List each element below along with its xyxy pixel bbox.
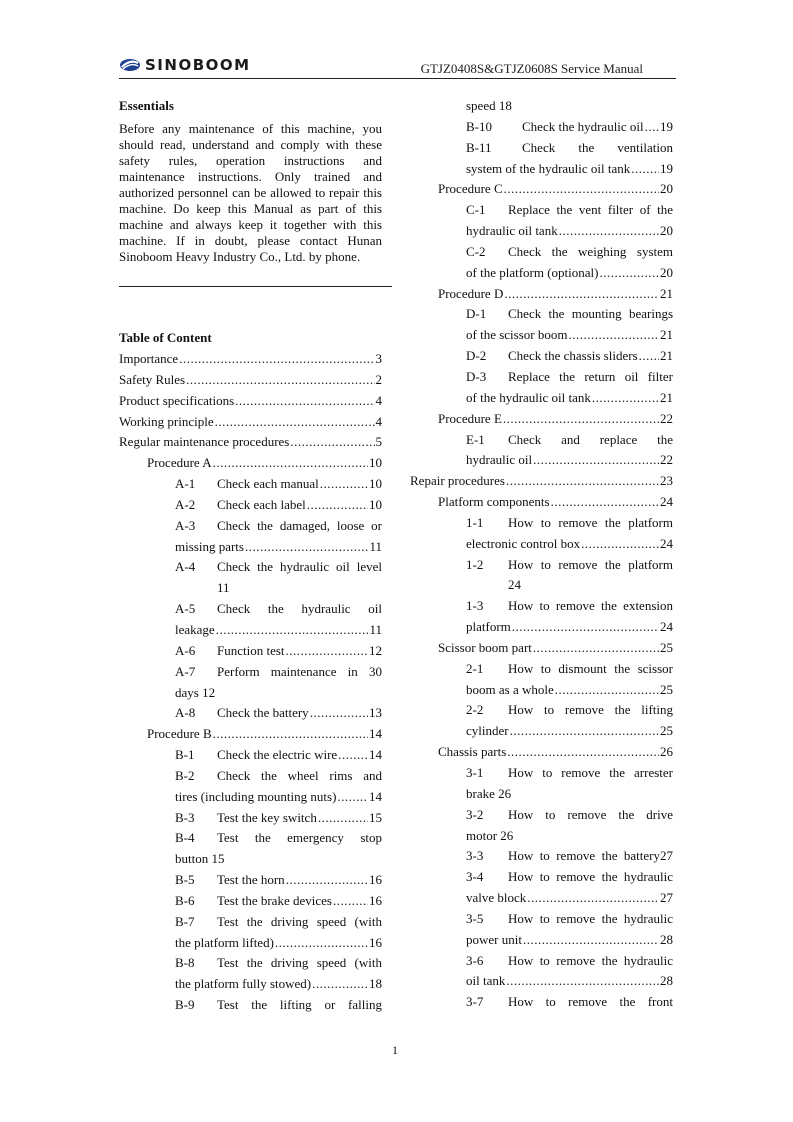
toc-entry-label: brake 26 xyxy=(466,785,512,801)
toc-entry-code: C-2 xyxy=(466,243,486,259)
toc-entry-page: 3 xyxy=(375,351,382,366)
toc-entry-code: A-1 xyxy=(175,476,196,492)
toc-entry-page: 25 xyxy=(660,723,673,739)
toc-entry-page: 2 xyxy=(375,371,382,387)
toc-entry-page: 11 xyxy=(369,621,382,637)
toc-entry-page: 16 xyxy=(369,872,382,888)
toc-entry-label: electronic control box xyxy=(466,535,581,551)
toc-entry xyxy=(410,534,673,555)
toc-entry xyxy=(119,412,382,433)
toc-leader-dots xyxy=(186,370,374,391)
toc-entry xyxy=(119,933,382,954)
toc-entry-label: Function test xyxy=(217,642,285,658)
toc-entry-label: Check the chassis sliders xyxy=(508,348,638,364)
toc-entry-label: Test the brake devices xyxy=(217,892,332,908)
toc-entry xyxy=(410,742,673,763)
toc-leader-dots xyxy=(559,221,659,242)
essentials-heading: Essentials xyxy=(119,98,174,113)
toc-entry xyxy=(410,784,673,805)
page-number: 1 xyxy=(392,1043,398,1057)
toc-entry xyxy=(410,263,673,284)
toc-entry-page: 25 xyxy=(660,681,673,697)
toc-entry-label: the platform lifted) xyxy=(175,934,274,950)
toc-entry-code: B-9 xyxy=(175,997,195,1013)
toc-entry-page: 21 xyxy=(660,348,673,364)
toc-entry-page: 18 xyxy=(369,976,382,992)
toc-entry xyxy=(410,471,673,492)
toc-entry-label: Check the hydraulic oil level xyxy=(217,559,382,575)
toc-leader-dots xyxy=(235,391,374,412)
toc-entry-code: C-1 xyxy=(466,202,486,218)
toc-entry xyxy=(119,495,382,516)
toc-entry-label: Check the hydraulic oil xyxy=(522,118,644,134)
toc-entry xyxy=(410,388,673,409)
toc-entry xyxy=(410,930,673,951)
toc-entry xyxy=(119,370,382,391)
toc-entry-page: 10 xyxy=(369,476,382,492)
toc-entry-page: 20 xyxy=(660,264,673,280)
toc-entry-label: Test the driving speed (with xyxy=(217,913,382,929)
toc-entry-label: How to remove the battery27 xyxy=(508,848,673,864)
toc-entry-label: Replace the return oil filter xyxy=(508,368,673,384)
toc-entry-label: missing parts xyxy=(175,538,244,554)
toc-entry-label: Test the lifting or falling xyxy=(217,997,382,1013)
toc-entry-label: Procedure E xyxy=(438,410,502,426)
toc-entry-label: Test the driving speed (with xyxy=(217,955,382,971)
toc-leader-dots xyxy=(523,930,659,951)
toc-entry-code: 1-3 xyxy=(466,598,484,614)
toc-entry-label: Perform maintenance in 30 xyxy=(217,663,382,679)
toc-entry-code: 3-3 xyxy=(466,848,484,864)
toc-entry-page: 10 xyxy=(369,455,382,471)
toc-entry-label: of the hydraulic oil tank xyxy=(466,389,591,405)
toc-entry-code: B-8 xyxy=(175,955,195,971)
toc-entry-label: Check the wheel rims and xyxy=(217,767,382,783)
toc-entry-label: How to remove the arrester xyxy=(508,765,673,780)
toc-entry xyxy=(410,867,673,888)
toc-entry xyxy=(119,891,382,912)
toc-leader-dots xyxy=(506,971,659,992)
toc-entry-code: 3-5 xyxy=(466,910,484,926)
toc-leader-dots xyxy=(504,284,659,305)
toc-entry-page: 16 xyxy=(369,892,382,908)
toc-entry xyxy=(119,683,382,704)
toc-entry-label: button 15 xyxy=(175,851,225,867)
toc-entry xyxy=(119,912,382,933)
toc-leader-dots xyxy=(312,974,368,995)
toc-entry-page: 14 xyxy=(369,747,382,763)
toc-leader-dots xyxy=(318,808,368,829)
toc-entry-label: Check the electric wire xyxy=(217,747,338,763)
toc-entry xyxy=(410,492,673,513)
toc-leader-dots xyxy=(213,724,368,745)
toc-entry-page: 28 xyxy=(660,973,673,989)
toc-entry-code: 2-2 xyxy=(466,702,484,718)
toc-heading: Table of Content xyxy=(119,330,212,345)
toc-entry-label: hydraulic oil tank xyxy=(466,223,558,239)
toc-entry-page: 4 xyxy=(375,413,382,429)
toc-entry xyxy=(410,721,673,742)
toc-entry-label: Regular maintenance procedures xyxy=(119,434,290,450)
toc-entry-code: 3-7 xyxy=(466,994,484,1010)
toc-entry xyxy=(410,284,673,305)
toc-entry-page: 24 xyxy=(660,535,673,551)
toc-entry xyxy=(119,516,382,537)
toc-entry xyxy=(410,179,673,200)
toc-entry xyxy=(410,159,673,180)
toc-entry xyxy=(119,662,382,683)
toc-right-column xyxy=(410,96,673,1013)
company-logo xyxy=(119,56,251,74)
toc-entry-code: B-6 xyxy=(175,892,195,908)
toc-leader-dots xyxy=(286,641,368,662)
toc-entry-label: Importance xyxy=(119,351,179,366)
toc-entry-label: boom as a whole xyxy=(466,681,554,697)
toc-entry-page: 23 xyxy=(660,473,673,489)
toc-entry xyxy=(119,974,382,995)
toc-entry xyxy=(119,578,382,599)
toc-entry-code: A-5 xyxy=(175,601,196,617)
toc-entry xyxy=(119,995,382,1016)
toc-entry-page: 28 xyxy=(660,931,673,947)
toc-entry-label: Procedure D xyxy=(438,285,504,301)
toc-entry xyxy=(410,617,673,638)
page-header xyxy=(119,54,676,79)
toc-entry xyxy=(410,430,673,451)
toc-entry-label: Chassis parts xyxy=(438,744,507,760)
toc-entry xyxy=(410,346,673,367)
toc-entry-label: Replace the vent filter of the xyxy=(508,202,673,218)
logo-text: SINOBOOM xyxy=(145,56,251,74)
toc-entry-label: of the platform (optional) xyxy=(466,264,599,280)
toc-entry-label: 11 xyxy=(217,580,230,596)
toc-entry-label: Working principle xyxy=(119,413,214,429)
toc-entry xyxy=(410,992,673,1013)
toc-entry-code: 3-6 xyxy=(466,952,484,968)
toc-entry-label: Repair procedures xyxy=(410,473,505,489)
toc-entry xyxy=(410,96,673,117)
toc-entry-code: 3-1 xyxy=(466,765,484,780)
toc-leader-dots xyxy=(533,450,659,471)
toc-entry xyxy=(410,680,673,701)
toc-leader-dots xyxy=(510,721,659,742)
toc-leader-dots xyxy=(216,620,369,641)
toc-entry-code: A-3 xyxy=(175,517,196,533)
toc-entry-label: Check each manual xyxy=(217,476,319,492)
toc-entry-code: A-7 xyxy=(175,663,196,679)
toc-entry xyxy=(410,805,673,826)
toc-entry-label: Safety Rules xyxy=(119,371,186,387)
toc-entry xyxy=(410,575,673,596)
toc-entry xyxy=(410,117,673,138)
toc-entry-code: E-1 xyxy=(466,431,485,447)
toc-leader-dots xyxy=(337,787,368,808)
toc-entry xyxy=(119,557,382,578)
toc-leader-dots xyxy=(320,474,368,495)
toc-entry-label: How to remove the front xyxy=(508,994,673,1010)
toc-entry-page: 15 xyxy=(369,809,382,825)
toc-leader-dots xyxy=(506,471,659,492)
toc-entry xyxy=(410,846,673,867)
toc-entry-page: 20 xyxy=(660,223,673,239)
toc-entry xyxy=(119,787,382,808)
toc-entry xyxy=(410,221,673,242)
toc-entry-label: platform xyxy=(466,619,511,635)
toc-leader-dots xyxy=(215,412,375,433)
toc-entry-code: B-4 xyxy=(175,830,195,846)
toc-entry xyxy=(119,349,382,370)
toc-entry xyxy=(119,391,382,412)
toc-entry-page: 12 xyxy=(369,642,382,658)
toc-leader-dots xyxy=(555,680,659,701)
toc-entry xyxy=(119,953,382,974)
toc-entry-label: Test the horn xyxy=(217,872,285,888)
toc-leader-dots xyxy=(290,432,374,453)
toc-entry-label: How to remove the hydraulic xyxy=(508,910,673,926)
toc-entry-page: 27 xyxy=(660,890,673,906)
toc-entry-code: B-1 xyxy=(175,747,195,763)
toc-entry-page: 14 xyxy=(369,788,382,804)
toc-entry-label: the platform fully stowed) xyxy=(175,976,312,992)
toc-leader-dots xyxy=(533,638,659,659)
toc-entry xyxy=(410,200,673,221)
toc-entry-code: 2-1 xyxy=(466,660,484,676)
toc-entry xyxy=(119,537,382,558)
toc-entry-label: Procedure C xyxy=(438,181,503,197)
toc-entry-label: Check the weighing system xyxy=(508,243,673,259)
toc-leader-dots xyxy=(503,409,659,430)
toc-entry-code: B-11 xyxy=(466,139,492,155)
toc-entry-page: 4 xyxy=(375,392,382,408)
toc-entry xyxy=(410,304,673,325)
toc-entry-label: Check the damaged, loose or xyxy=(217,517,382,533)
toc-entry-code: B-3 xyxy=(175,809,195,825)
toc-entry-label: Check and replace the xyxy=(508,431,673,447)
toc-entry xyxy=(410,138,673,159)
toc-entry-code: B-5 xyxy=(175,872,195,888)
toc-leader-dots xyxy=(338,745,368,766)
toc-entry xyxy=(410,888,673,909)
toc-entry-code: A-2 xyxy=(175,496,196,512)
toc-entry-page: 16 xyxy=(369,934,382,950)
toc-entry-label: Procedure A xyxy=(147,455,212,471)
toc-entry-page: 21 xyxy=(660,285,673,301)
toc-entry-label: of the scissor boom xyxy=(466,327,568,343)
toc-leader-dots xyxy=(275,933,368,954)
toc-entry-page: 24 xyxy=(660,494,673,510)
toc-entry xyxy=(410,367,673,388)
toc-leader-dots xyxy=(527,888,659,909)
toc-entry-page: 25 xyxy=(660,639,673,655)
toc-entry-label: How to remove the platform xyxy=(508,556,673,572)
toc-entry xyxy=(119,745,382,766)
toc-entry-label: Test the emergency stop xyxy=(217,830,382,846)
toc-entry-label: speed 18 xyxy=(466,98,512,113)
toc-entry-label: Check the mounting bearings xyxy=(508,306,673,322)
toc-entry-code: D-1 xyxy=(466,306,487,322)
toc-entry xyxy=(410,659,673,680)
toc-leader-dots xyxy=(307,495,368,516)
toc-entry xyxy=(119,724,382,745)
toc-entry xyxy=(119,599,382,620)
toc-entry-code: 1-1 xyxy=(466,514,484,530)
toc-left-column xyxy=(119,349,382,1016)
toc-leader-dots xyxy=(213,453,368,474)
toc-leader-dots xyxy=(333,891,368,912)
toc-entry-page: 19 xyxy=(660,118,673,134)
toc-entry-page: 22 xyxy=(660,410,673,426)
toc-entry xyxy=(119,453,382,474)
toc-entry xyxy=(119,474,382,495)
toc-entry-label: How to remove the platform xyxy=(508,514,673,530)
toc-entry-label: Scissor boom part xyxy=(438,639,532,655)
toc-entry xyxy=(410,596,673,617)
toc-entry-page: 20 xyxy=(660,181,673,197)
toc-entry-label: system of the hydraulic oil tank xyxy=(466,160,631,176)
toc-entry-label: How to remove the lifting xyxy=(508,702,673,718)
sinoboom-logo-icon xyxy=(119,58,141,72)
toc-entry xyxy=(410,700,673,721)
essentials-paragraph: Before any maintenance of this machine, you should read, understand and comply with these safety rules, operation instructions and maintenance instructions. Only trained and authorized personnel can be allowed to repair this machine. Do keep this Manual as part of this machine and always keep it together with this machine. If in doubt, please contact Hunan Sinoboom Heavy Industry Co., Ltd. by phone. xyxy=(119,121,382,264)
toc-entry-label: cylinder xyxy=(466,723,509,739)
toc-leader-dots xyxy=(286,870,368,891)
toc-leader-dots xyxy=(568,325,659,346)
toc-entry-label: Platform components xyxy=(438,494,550,510)
toc-entry-code: B-10 xyxy=(466,118,492,134)
toc-entry xyxy=(119,849,382,870)
toc-entry-label: How to remove the hydraulic xyxy=(508,952,673,968)
toc-leader-dots xyxy=(631,159,659,180)
toc-entry xyxy=(119,766,382,787)
toc-entry-label: hydraulic oil xyxy=(466,452,533,468)
toc-entry-label: tires (including mounting nuts) xyxy=(175,788,337,804)
toc-entry xyxy=(410,951,673,972)
toc-entry-page: 10 xyxy=(369,496,382,512)
toc-entry xyxy=(410,763,673,784)
toc-entry xyxy=(410,909,673,930)
manual-title: GTJZ0408S&GTJZ0608S Service Manual xyxy=(420,61,643,76)
toc-entry-label: power unit xyxy=(466,931,522,947)
toc-entry xyxy=(410,638,673,659)
toc-entry xyxy=(410,826,673,847)
toc-entry xyxy=(410,513,673,534)
toc-entry xyxy=(119,870,382,891)
toc-entry xyxy=(410,242,673,263)
toc-entry-label: How to remove the drive xyxy=(508,806,673,822)
toc-entry-code: B-2 xyxy=(175,767,195,783)
toc-entry-label: Check each label xyxy=(217,496,306,512)
toc-leader-dots xyxy=(512,617,659,638)
toc-entry-code: 3-4 xyxy=(466,869,484,885)
toc-entry-label: How to remove the extension xyxy=(508,598,673,614)
toc-entry-code: D-3 xyxy=(466,368,487,384)
toc-entry-label: days 12 xyxy=(175,684,216,700)
toc-entry-label: valve block xyxy=(466,890,527,906)
toc-entry-code: D-2 xyxy=(466,348,487,364)
toc-entry xyxy=(119,620,382,641)
toc-entry-label: How to remove the hydraulic xyxy=(508,869,673,885)
toc-entry-page: 11 xyxy=(369,538,382,554)
toc-leader-dots xyxy=(179,349,374,370)
toc-entry-code: A-6 xyxy=(175,642,196,658)
toc-entry-page: 24 xyxy=(660,619,673,635)
section-divider xyxy=(119,286,392,287)
toc-leader-dots xyxy=(600,263,660,284)
toc-entry-label: motor 26 xyxy=(466,827,514,843)
toc-entry-label: Test the key switch xyxy=(217,809,317,825)
toc-entry-label: How to dismount the scissor xyxy=(508,660,673,676)
toc-entry xyxy=(410,555,673,576)
toc-entry-code: A-4 xyxy=(175,559,196,575)
toc-leader-dots xyxy=(310,703,368,724)
toc-entry-label: Procedure B xyxy=(147,726,212,742)
toc-leader-dots xyxy=(507,742,659,763)
toc-leader-dots xyxy=(645,117,659,138)
toc-entry xyxy=(119,432,382,453)
toc-entry xyxy=(410,450,673,471)
toc-entry-label: leakage xyxy=(175,621,215,637)
toc-entry-page: 21 xyxy=(660,327,673,343)
toc-entry-page: 5 xyxy=(375,434,382,450)
toc-entry-page: 21 xyxy=(660,389,673,405)
toc-entry-label: 24 xyxy=(508,577,521,593)
toc-entry-page: 13 xyxy=(369,705,382,721)
toc-entry xyxy=(119,703,382,724)
toc-leader-dots xyxy=(581,534,659,555)
toc-entry-page: 19 xyxy=(660,160,673,176)
toc-leader-dots xyxy=(245,537,368,558)
toc-entry-code: 1-2 xyxy=(466,556,484,572)
toc-entry-label: Check the ventilation xyxy=(522,139,673,155)
toc-entry xyxy=(410,971,673,992)
toc-entry-label: oil tank xyxy=(466,973,506,989)
toc-entry-page: 22 xyxy=(660,452,673,468)
toc-leader-dots xyxy=(504,179,659,200)
toc-entry xyxy=(119,641,382,662)
toc-entry-page: 14 xyxy=(369,726,382,742)
toc-entry xyxy=(410,409,673,430)
toc-entry-label: Product specifications xyxy=(119,392,235,408)
toc-leader-dots xyxy=(551,492,659,513)
toc-entry-code: B-7 xyxy=(175,913,195,929)
toc-leader-dots xyxy=(639,346,659,367)
toc-entry xyxy=(410,325,673,346)
toc-leader-dots xyxy=(592,388,659,409)
toc-entry-label: Check the battery xyxy=(217,705,309,721)
toc-entry-code: A-8 xyxy=(175,705,196,721)
toc-entry xyxy=(119,828,382,849)
toc-entry-code: 3-2 xyxy=(466,806,484,822)
toc-entry xyxy=(119,808,382,829)
toc-entry-page: 26 xyxy=(660,744,673,760)
toc-entry-label: Check the hydraulic oil xyxy=(217,601,382,617)
